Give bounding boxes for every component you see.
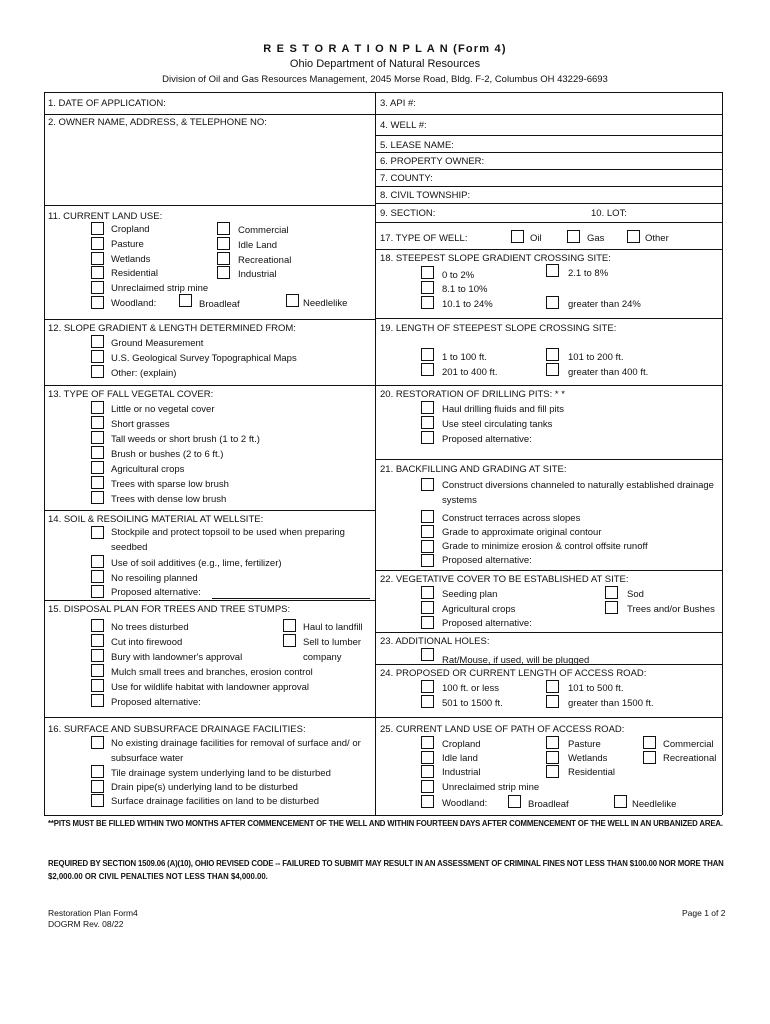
row-divider (375, 249, 722, 250)
form-title: R E S T O R A T I O N P L A N (Form 4) (263, 43, 507, 55)
industrial-checkbox[interactable] (217, 266, 230, 279)
vegetal-option-label: Trees with dense low brush (111, 494, 227, 505)
agricultural-crops-label: Agricultural crops (442, 604, 516, 615)
vegetal-option-label: Tall weeds or short brush (1 to 2 ft.) (111, 434, 260, 445)
road-cropland-label: Cropland (442, 739, 481, 750)
slope-0-2-label: 0 to 2% (442, 270, 475, 281)
recreational-checkbox[interactable] (217, 252, 230, 265)
road-commercial-label: Commercial (663, 739, 714, 750)
road-501-1500-checkbox[interactable] (421, 695, 434, 708)
row-divider (44, 205, 375, 206)
table-border-left (44, 92, 45, 815)
pits-note: **PITS MUST BE FILLED WITHIN TWO MONTHS AFTER COMMENCEMENT OF THE WELL AND WITHIN FOURTEEN DAYS AFTER COMMENCEMENT OF THE WELL IN AN URBANIZED AREA. (48, 819, 723, 828)
length-201-400-checkbox[interactable] (421, 363, 434, 376)
length-1-100-checkbox[interactable] (421, 348, 434, 361)
haul-to-landfill-label: Haul to landfill (303, 622, 363, 633)
table-border-right (722, 92, 723, 815)
vegetal-option-checkbox[interactable] (91, 446, 104, 459)
road-gt-1500-checkbox[interactable] (546, 695, 559, 708)
soil-additives-checkbox[interactable] (91, 555, 104, 568)
haul-to-landfill-checkbox[interactable] (283, 619, 296, 632)
unreclaimed-strip-mine-label: Unreclaimed strip mine (111, 283, 209, 294)
slope-8-10-label: 8.1 to 10% (442, 284, 488, 295)
road-strip-mine-checkbox[interactable] (421, 780, 434, 793)
row-divider (375, 222, 722, 223)
vegetal-option-checkbox[interactable] (91, 491, 104, 504)
trees-bushes-checkbox[interactable] (605, 601, 618, 614)
grading-proposed-alternative-checkbox[interactable] (421, 554, 434, 567)
soil-proposed-alternative-checkbox[interactable] (91, 585, 104, 598)
vegetal-option-label: Agricultural crops (111, 464, 185, 475)
road-broadleaf-checkbox[interactable] (508, 795, 521, 808)
mulch-small-trees-checkbox[interactable] (91, 664, 104, 677)
bury-with-approval-checkbox[interactable] (91, 649, 104, 662)
road-residential-label: Residential (568, 767, 615, 778)
haul-fluids-checkbox[interactable] (421, 401, 434, 414)
row-divider (375, 570, 722, 571)
row-divider (44, 600, 375, 601)
road-pasture-label: Pasture (568, 739, 601, 750)
road-recreational-label: Recreational (663, 753, 717, 764)
broadleaf-checkbox[interactable] (179, 294, 192, 307)
length-1-100-label: 1 to 100 ft. (442, 352, 487, 363)
ground-measurement-checkbox[interactable] (91, 335, 104, 348)
stockpile-topsoil-checkbox[interactable] (91, 526, 104, 539)
mulch-small-trees-label: Mulch small trees and branches, erosion control (111, 667, 313, 678)
slope-gradient-label: 12. SLOPE GRADIENT & LENGTH DETERMINED FROM: (48, 323, 296, 334)
tile-drainage-label: Tile drainage system underlying land to be disturbed (111, 768, 331, 779)
grading-proposed-alternative-label: Proposed alternative: (442, 555, 532, 566)
slope-10-24-checkbox[interactable] (421, 296, 434, 309)
recreational-label: Recreational (238, 255, 292, 266)
agency-name: Ohio Department of Natural Resources (289, 58, 481, 70)
industrial-label: Industrial (238, 269, 277, 280)
trees-proposed-alternative-label: Proposed alternative: (111, 697, 201, 708)
vegetal-option-label: Brush or bushes (2 to 6 ft.) (111, 449, 224, 460)
construct-terraces-checkbox[interactable] (421, 510, 434, 523)
residential-label: Residential (111, 268, 158, 279)
road-wetlands-label: Wetlands (568, 753, 608, 764)
haul-fluids-label: Haul drilling fluids and fill pits (442, 404, 564, 415)
required-notice-line2: $2,000.00 OR CIVIL PENALTIES NOT LESS THAN $4,000.00. (48, 872, 268, 881)
access-road-land-use-label: 25. CURRENT LAND USE OF PATH OF ACCESS ROAD: (380, 724, 625, 735)
agricultural-crops-checkbox[interactable] (421, 601, 434, 614)
commercial-label: Commercial (238, 225, 289, 236)
gas-label: Gas (587, 233, 605, 244)
drainage-facilities-label: 16. SURFACE AND SUBSURFACE DRAINAGE FACILITIES: (48, 724, 306, 735)
slope-gt-24-checkbox[interactable] (546, 296, 559, 309)
vegetal-option-label: Trees with sparse low brush (111, 479, 229, 490)
broadleaf-label: Broadleaf (199, 299, 240, 310)
drain-pipes-checkbox[interactable] (91, 780, 104, 793)
sell-to-lumber-checkbox[interactable] (283, 634, 296, 647)
row-divider (375, 135, 722, 136)
row-divider (375, 385, 722, 386)
road-needlelike-label: Needlelike (632, 799, 677, 810)
slope-8-10-checkbox[interactable] (421, 281, 434, 294)
grade-original-contour-checkbox[interactable] (421, 525, 434, 538)
date-of-application-label: 1. DATE OF APPLICATION: (48, 98, 166, 109)
ground-measurement-label: Ground Measurement (111, 338, 204, 349)
pits-proposed-alternative-label: Proposed alternative: (442, 434, 532, 445)
row-divider (44, 114, 375, 115)
slope-2-8-label: 2.1 to 8% (568, 268, 609, 279)
form-name: Restoration Plan Form4 (48, 908, 138, 918)
slope-gt-24-label: greater than 24% (568, 299, 641, 310)
grade-minimize-erosion-label: Grade to minimize erosion & control offsite runoff (442, 541, 648, 552)
road-501-1500-label: 501 to 1500 ft. (442, 698, 503, 709)
usgs-maps-label: U.S. Geological Survey Topographical Maps (111, 353, 297, 364)
steepest-slope-label: 18. STEEPEST SLOPE GRADIENT CROSSING SITE: (380, 253, 611, 264)
cropland-label: Cropland (111, 224, 150, 235)
other-well-checkbox[interactable] (627, 230, 640, 243)
oil-checkbox[interactable] (511, 230, 524, 243)
vegetal-option-label: Short grasses (111, 419, 170, 430)
idle-land-checkbox[interactable] (217, 237, 230, 250)
other-explain-label: Other: (explain) (111, 368, 177, 379)
road-industrial-checkbox[interactable] (421, 765, 434, 778)
row-divider (375, 203, 722, 204)
no-existing-drainage-checkbox[interactable] (91, 736, 104, 749)
surface-drainage-checkbox[interactable] (91, 794, 104, 807)
construct-terraces-label: Construct terraces across slopes (442, 513, 581, 524)
pasture-label: Pasture (111, 239, 144, 250)
road-100-label: 100 ft. or less (442, 683, 500, 694)
stockpile-topsoil-label-cont: seedbed (111, 542, 148, 553)
property-owner-label: 6. PROPERTY OWNER: (380, 156, 485, 167)
road-101-500-label: 101 to 500 ft. (568, 683, 624, 694)
road-wetlands-checkbox[interactable] (546, 751, 559, 764)
cropland-checkbox[interactable] (91, 222, 104, 235)
vegetal-option-label: Little or no vegetal cover (111, 404, 215, 415)
backfilling-label: 21. BACKFILLING AND GRADING AT SITE: (380, 464, 567, 475)
no-existing-drainage-label-cont: subsurface water (111, 753, 184, 764)
slope-2-8-checkbox[interactable] (546, 264, 559, 277)
oil-label: Oil (530, 233, 542, 244)
road-pasture-checkbox[interactable] (546, 736, 559, 749)
vegetal-option-checkbox[interactable] (91, 461, 104, 474)
gas-checkbox[interactable] (567, 230, 580, 243)
length-101-200-label: 101 to 200 ft. (568, 352, 624, 363)
rat-mouse-checkbox[interactable] (421, 648, 434, 661)
additional-holes-label: 23. ADDITIONAL HOLES: (380, 636, 490, 647)
pits-proposed-alternative-checkbox[interactable] (421, 431, 434, 444)
slope-0-2-checkbox[interactable] (421, 266, 434, 279)
cover-proposed-alternative-label: Proposed alternative: (442, 618, 532, 629)
cover-proposed-alternative-checkbox[interactable] (421, 616, 434, 629)
table-border-bottom (44, 815, 722, 816)
road-gt-1500-label: greater than 1500 ft. (568, 698, 654, 709)
unreclaimed-strip-mine-checkbox[interactable] (91, 281, 104, 294)
steel-tanks-label: Use steel circulating tanks (442, 419, 553, 430)
road-idle-land-checkbox[interactable] (421, 751, 434, 764)
road-woodland-label: Woodland: (442, 798, 488, 809)
row-divider (44, 510, 375, 511)
soil-proposed-alternative-label: Proposed alternative: (111, 587, 201, 598)
no-trees-disturbed-checkbox[interactable] (91, 619, 104, 632)
construct-diversions-label: Construct diversions channeled to naturally established drainage (442, 480, 714, 491)
api-number-label: 3. API #: (380, 98, 416, 109)
drain-pipes-label: Drain pipe(s) underlying land to be disturbed (111, 782, 298, 793)
vegetal-cover-label: 13. TYPE OF FALL VEGETAL COVER: (48, 389, 214, 400)
road-needlelike-checkbox[interactable] (614, 795, 627, 808)
table-border-top (44, 92, 722, 93)
slope-10-24-label: 10.1 to 24% (442, 299, 493, 310)
road-residential-checkbox[interactable] (546, 765, 559, 778)
sell-to-lumber-label-cont: company (303, 652, 342, 663)
woodland-checkbox[interactable] (91, 296, 104, 309)
road-cropland-checkbox[interactable] (421, 736, 434, 749)
wetlands-checkbox[interactable] (91, 252, 104, 265)
soil-additives-label: Use of soil additives (e.g., lime, fertilizer) (111, 558, 282, 569)
stockpile-topsoil-label: Stockpile and protect topsoil to be used when preparing (111, 527, 345, 538)
soil-proposed-alternative-field[interactable] (212, 598, 370, 599)
other-explain-checkbox[interactable] (91, 365, 104, 378)
type-of-well-label: 17. TYPE OF WELL: (380, 233, 468, 244)
grade-minimize-erosion-checkbox[interactable] (421, 540, 434, 553)
row-divider (375, 459, 722, 460)
row-divider (375, 717, 722, 718)
usgs-maps-checkbox[interactable] (91, 350, 104, 363)
length-201-400-label: 201 to 400 ft. (442, 367, 498, 378)
bury-with-approval-label: Bury with landowner's approval (111, 652, 243, 663)
wildlife-habitat-checkbox[interactable] (91, 679, 104, 692)
row-divider (375, 318, 722, 319)
row-divider (375, 169, 722, 170)
no-trees-disturbed-label: No trees disturbed (111, 622, 189, 633)
no-resoiling-checkbox[interactable] (91, 570, 104, 583)
road-woodland-checkbox[interactable] (421, 795, 434, 808)
road-idle-land-label: Idle land (442, 753, 478, 764)
needlelike-label: Needlelike (303, 298, 348, 309)
county-label: 7. COUNTY: (380, 173, 433, 184)
current-land-use-label: 11. CURRENT LAND USE: (48, 211, 163, 222)
steel-tanks-checkbox[interactable] (421, 416, 434, 429)
vegetal-option-checkbox[interactable] (91, 431, 104, 444)
row-divider (375, 152, 722, 153)
vegetal-option-checkbox[interactable] (91, 401, 104, 414)
construct-diversions-checkbox[interactable] (421, 478, 434, 491)
tile-drainage-checkbox[interactable] (91, 765, 104, 778)
soil-resoiling-label: 14. SOIL & RESOILING MATERIAL AT WELLSITE: (48, 514, 264, 525)
trees-proposed-alternative-checkbox[interactable] (91, 694, 104, 707)
length-gt-400-label: greater than 400 ft. (568, 367, 649, 378)
vegetal-option-checkbox[interactable] (91, 416, 104, 429)
needlelike-checkbox[interactable] (286, 294, 299, 307)
road-100-checkbox[interactable] (421, 680, 434, 693)
residential-checkbox[interactable] (91, 266, 104, 279)
row-divider (375, 114, 722, 115)
lease-name-label: 5. LEASE NAME: (380, 140, 454, 151)
wildlife-habitat-label: Use for wildlife habitat with landowner approval (111, 682, 310, 693)
rat-mouse-label: Rat/Mouse, if used, will be plugged (442, 655, 590, 666)
seeding-plan-checkbox[interactable] (421, 586, 434, 599)
row-divider (375, 186, 722, 187)
disposal-plan-label: 15. DISPOSAL PLAN FOR TREES AND TREE STUMPS: (48, 604, 291, 615)
division-address: Division of Oil and Gas Resources Management, 2045 Morse Road, Bldg. F-2, Columbus OH 43229-6693 (162, 74, 608, 85)
row-divider (44, 319, 375, 320)
sod-label: Sod (627, 589, 644, 600)
drilling-pits-label: 20. RESTORATION OF DRILLING PITS: * * (380, 389, 565, 400)
commercial-checkbox[interactable] (217, 222, 230, 235)
pasture-checkbox[interactable] (91, 237, 104, 250)
road-strip-mine-label: Unreclaimed strip mine (442, 782, 540, 793)
trees-bushes-label: Trees and/or Bushes (627, 604, 715, 615)
sell-to-lumber-label: Sell to lumber (303, 637, 362, 648)
vegetative-cover-label: 22. VEGETATIVE COVER TO BE ESTABLISHED AT SITE: (380, 574, 629, 585)
length-101-200-checkbox[interactable] (546, 348, 559, 361)
no-existing-drainage-label: No existing drainage facilities for removal of surface and/ or (111, 738, 361, 749)
cut-into-firewood-label: Cut into firewood (111, 637, 183, 648)
owner-name-label: 2. OWNER NAME, ADDRESS, & TELEPHONE NO: (48, 117, 267, 128)
required-notice-line1: REQUIRED BY SECTION 1509.06 (A)(10), OHIO REVISED CODE -- FAILURED TO SUBMIT MAY RESULT IN AN ASSESSMENT OF CRIMINAL FINES NOT LESS THAN $100.00 NOR MORE THAN (48, 859, 724, 868)
lot-label: 10. LOT: (591, 208, 627, 219)
wetlands-label: Wetlands (111, 254, 151, 265)
row-divider (375, 632, 722, 633)
access-road-length-label: 24. PROPOSED OR CURRENT LENGTH OF ACCESS ROAD: (380, 668, 647, 679)
column-divider (375, 92, 376, 815)
road-101-500-checkbox[interactable] (546, 680, 559, 693)
vegetal-option-checkbox[interactable] (91, 476, 104, 489)
grade-original-contour-label: Grade to approximate original contour (442, 527, 602, 538)
idle-land-label: Idle Land (238, 240, 278, 251)
cut-into-firewood-checkbox[interactable] (91, 634, 104, 647)
length-gt-400-checkbox[interactable] (546, 363, 559, 376)
revision: DOGRM Rev. 08/22 (48, 919, 124, 929)
construct-diversions-label-cont: systems (442, 495, 477, 506)
slope-length-label: 19. LENGTH OF STEEPEST SLOPE CROSSING SITE: (380, 323, 617, 334)
woodland-label: Woodland: (111, 298, 157, 309)
road-industrial-label: Industrial (442, 767, 481, 778)
surface-drainage-label: Surface drainage facilities on land to be disturbed (111, 796, 320, 807)
civil-township-label: 8. CIVIL TOWNSHIP: (380, 190, 471, 201)
seeding-plan-label: Seeding plan (442, 589, 498, 600)
row-divider (44, 717, 375, 718)
sod-checkbox[interactable] (605, 586, 618, 599)
road-commercial-checkbox[interactable] (643, 736, 656, 749)
road-recreational-checkbox[interactable] (643, 751, 656, 764)
road-broadleaf-label: Broadleaf (528, 799, 569, 810)
page-number: Page 1 of 2 (682, 908, 726, 918)
row-divider (44, 385, 375, 386)
no-resoiling-label: No resoiling planned (111, 573, 198, 584)
other-well-label: Other (645, 233, 669, 244)
section-label: 9. SECTION: (380, 208, 436, 219)
well-number-label: 4. WELL #: (380, 120, 427, 131)
